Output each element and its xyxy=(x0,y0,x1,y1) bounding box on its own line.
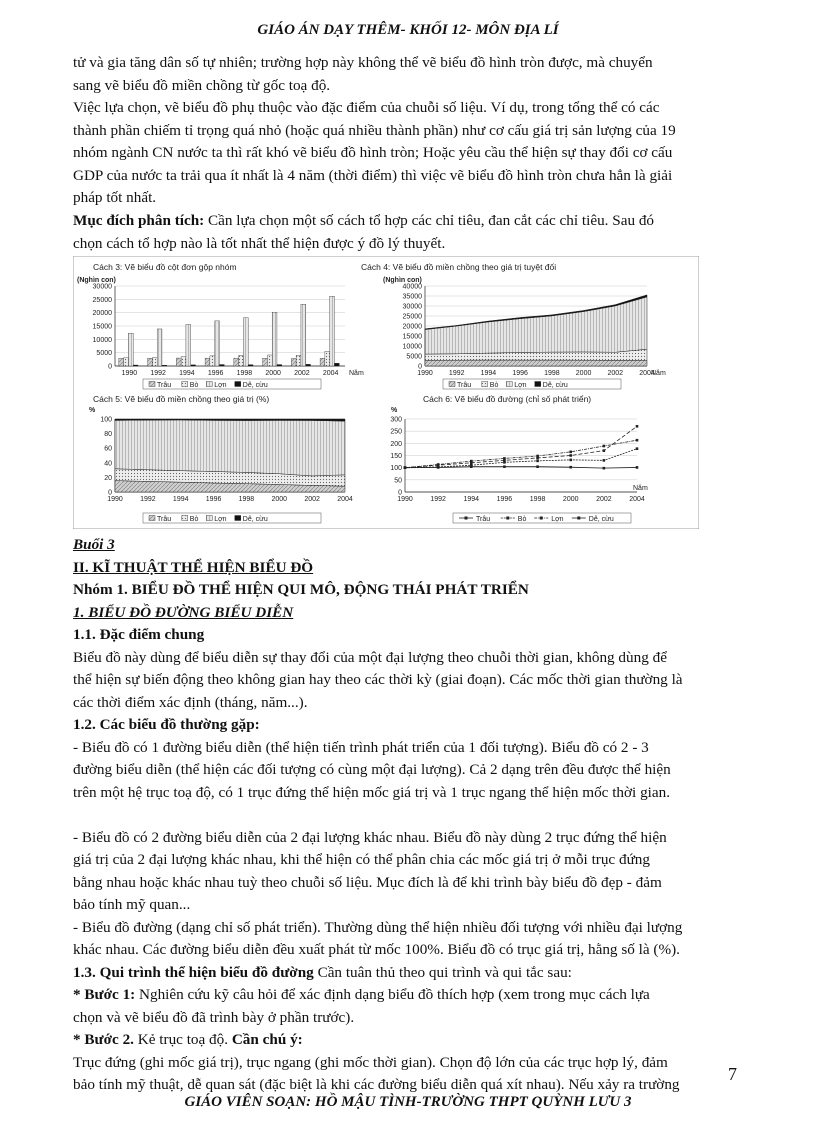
point-Bò xyxy=(636,447,639,450)
y-tick-label: 25000 xyxy=(402,313,422,321)
text-line: bảo tính mỹ thuật, dễ quan sát (đặc biệt là khi các đường biểu diễn quá xít nhau). Nếu xảy ra trường xyxy=(73,1076,680,1093)
x-tick-label: 1992 xyxy=(448,370,465,377)
y-tick-label: 5000 xyxy=(96,350,112,358)
point-Trâu xyxy=(536,465,539,468)
text-line: Biểu đồ này dùng để biểu diễn sự thay đổi của một đại lượng theo chuỗi thời gian, không dùng để xyxy=(73,648,667,666)
text-line: pháp tốt nhất. xyxy=(73,189,157,206)
subheading-1-1: 1.1. Đặc điểm chung xyxy=(73,626,205,643)
legend-swatch xyxy=(182,382,188,387)
bar-Trâu xyxy=(176,358,181,366)
bar-Lợn xyxy=(301,304,306,366)
bar-Lợn xyxy=(243,318,248,366)
legend-label: Trâu xyxy=(457,382,472,389)
y-tick-label: 15000 xyxy=(402,333,422,341)
x-tick-label: 1996 xyxy=(512,370,528,377)
text-line: các thời điểm xác định (tháng, năm...). xyxy=(73,693,308,711)
x-axis-label: Năm xyxy=(651,370,666,377)
note-label: Cần chú ý: xyxy=(231,1031,303,1048)
y-tick-label: 0 xyxy=(108,489,112,497)
text-span: Cần lựa chọn một số cách tổ hợp các chỉ tiêu, đan cắt các chỉ tiêu. Sau đó xyxy=(204,212,655,229)
x-tick-label: 1990 xyxy=(397,496,413,503)
y-tick-label: 10000 xyxy=(92,336,112,344)
chart-title: Cách 5: Vẽ biểu đồ miền chồng theo giá trị (%) xyxy=(93,394,270,404)
chart-title: Cách 6: Vẽ biểu đồ đường (chỉ số phát triển) xyxy=(423,394,592,404)
point-Lợn xyxy=(569,451,572,454)
bar-Dê, cừu xyxy=(248,365,253,366)
text-line: thành phần chiếm tỉ trọng quá nhỏ (hoặc quá nhiều thành phần) như cơ cấu giá trị sản lượng của 19 xyxy=(73,121,676,139)
section-block xyxy=(73,534,773,1097)
y-tick-label: 40000 xyxy=(402,283,422,291)
text-line: tử và gia tăng dân số tự nhiên; trường hợp này không thể vẽ biểu đồ hình tròn được, mà chuyển xyxy=(73,54,653,71)
text-line: GDP của nước ta trải qua ít nhất là 4 năm (thời điểm) thì việc vẽ biểu đồ hình tròn chưa hẳn là giải xyxy=(73,166,673,184)
x-tick-label: 1994 xyxy=(463,496,480,503)
x-tick-label: 1996 xyxy=(496,496,513,503)
legend-swatch xyxy=(449,382,455,387)
chart-figure xyxy=(73,256,699,529)
point-Dê, cừu xyxy=(603,449,606,452)
bar-Bò xyxy=(210,356,215,366)
x-tick-label: 2004 xyxy=(337,496,353,503)
legend-label: Trâu xyxy=(157,382,172,389)
y-tick-label: 50 xyxy=(394,477,402,485)
intro-paragraph-2 xyxy=(73,97,773,210)
bar-Bò xyxy=(152,357,157,366)
text-line: chọn cách tổ hợp nào là tốt nhất thể hiện được ý đồ lý thuyết. xyxy=(73,234,446,252)
y-tick-label: 0 xyxy=(108,363,112,371)
legend-swatch xyxy=(235,382,241,387)
text-line: bảo tính mỹ quan... xyxy=(73,896,191,913)
y-tick-label: 150 xyxy=(390,453,402,460)
bar-Lợn xyxy=(157,329,162,366)
y-axis-label: % xyxy=(391,407,398,414)
legend-label: Bò xyxy=(517,516,527,523)
text-line: nhóm ngành CN nước ta thì rất khó vẽ biểu đồ hình tròn; Hoặc yêu cầu thể hiện sự thay đổi cơ cấu xyxy=(73,144,673,161)
bar-Lợn xyxy=(186,324,191,366)
bar-Bò xyxy=(124,358,129,366)
x-axis-label: Năm xyxy=(349,370,364,377)
legend-label: Lợn xyxy=(514,382,527,389)
legend-marker xyxy=(506,517,509,520)
y-tick-label: 20000 xyxy=(402,323,422,331)
x-tick-label: 1994 xyxy=(179,370,195,377)
y-tick-label: 20000 xyxy=(92,310,112,318)
area-Lợn xyxy=(115,420,345,476)
legend-swatch xyxy=(206,382,212,387)
text-span: Cần tuân thủ theo qui trình và qui tắc sau: xyxy=(313,963,572,981)
y-tick-label: 10000 xyxy=(402,343,422,351)
bar-Dê, cừu xyxy=(219,365,224,366)
point-Trâu xyxy=(503,465,506,468)
legend-swatch xyxy=(482,382,488,387)
intro-paragraph-3 xyxy=(73,210,773,255)
bar-Dê, cừu xyxy=(306,364,311,366)
legend-label: Bò xyxy=(489,382,499,389)
legend-label: Trâu xyxy=(476,516,491,523)
subheading-1-2: 1.2. Các biểu đồ thường gặp: xyxy=(73,716,260,733)
x-tick-label: 1998 xyxy=(236,370,253,377)
text-span: Kẻ trục toạ độ. xyxy=(133,1031,232,1048)
x-tick-label: 1992 xyxy=(140,496,156,503)
point-Bò xyxy=(470,464,473,467)
point-Bò xyxy=(603,459,606,462)
bar-Trâu xyxy=(320,358,325,366)
text-line: bằng nhau hoặc khác nhau tuỳ theo chuỗi số liệu. Mục đích là để khi trình bày biểu đồ đẹp - đảm xyxy=(73,873,662,891)
point-Trâu xyxy=(569,466,572,469)
bar-Bò xyxy=(267,355,272,366)
area-Trâu xyxy=(425,360,647,366)
y-tick-label: 100 xyxy=(100,416,112,424)
point-Dê, cừu xyxy=(437,464,440,467)
bar-Dê, cừu xyxy=(277,365,282,366)
legend-label: Dê, cừu xyxy=(542,382,568,389)
bar-Lợn xyxy=(330,296,335,366)
step-2-label: * Bước 2. xyxy=(73,1031,134,1048)
y-tick-label: 100 xyxy=(390,465,402,473)
x-tick-label: 1990 xyxy=(107,496,123,503)
x-tick-label: 2002 xyxy=(607,370,624,377)
subsection-heading: 1. BIỂU ĐỒ ĐƯỜNG BIỂU DIỄN xyxy=(73,603,294,621)
x-tick-label: 1994 xyxy=(480,370,497,377)
y-tick-label: 30000 xyxy=(92,283,112,291)
point-Bò xyxy=(569,459,572,462)
text-line: giá trị của 2 đại lượng khác nhau, khi thể hiện có thể phân chia các mốc giá trị ở mỗi trục đứng xyxy=(73,851,650,868)
bar-Trâu xyxy=(148,358,153,366)
y-tick-label: 35000 xyxy=(402,293,422,301)
intro-paragraph-1 xyxy=(73,52,773,97)
text-line: Trục đứng (ghi mốc giá trị), trục ngang (ghi mốc thời gian). Chọn độ lớn của các trục hợp lý, đảm xyxy=(73,1053,668,1071)
section-heading: II. KĨ THUẬT THỂ HIỆN BIỂU ĐỒ xyxy=(73,558,314,576)
legend-label: Trâu xyxy=(157,516,172,523)
y-tick-label: 80 xyxy=(104,431,112,439)
bar-Bò xyxy=(239,355,244,366)
y-axis-label: % xyxy=(89,407,96,414)
point-Lợn xyxy=(636,439,639,442)
x-tick-label: 1996 xyxy=(207,370,224,377)
text-line: khác nhau. Các đường biểu diễn đều xuất phát từ mốc 100%. Biểu đồ có trục giá trị, hằng số là (%). xyxy=(73,941,680,958)
text-line: đường biểu diễn (thể hiện các đối tượng có cùng một đại lượng). Cả 2 dạng trên đều được thể hiện xyxy=(73,761,671,778)
y-tick-label: 30000 xyxy=(402,303,422,311)
legend-marker xyxy=(465,517,468,520)
text-line: sang vẽ biểu đồ miền chồng từ gốc toạ độ. xyxy=(73,76,331,94)
point-Trâu xyxy=(636,466,639,469)
subheading-1-3: 1.3. Qui trình thể hiện biểu đồ đường xyxy=(73,963,314,981)
y-tick-label: 40 xyxy=(104,460,112,468)
y-axis-label: (Nghìn con) xyxy=(77,277,116,284)
legend-marker xyxy=(577,517,580,520)
legend-label: Lợn xyxy=(214,382,227,389)
bar-Dê, cừu xyxy=(133,365,138,366)
x-tick-label: 2004 xyxy=(639,370,655,377)
y-tick-label: 200 xyxy=(390,440,402,448)
x-tick-label: 2004 xyxy=(629,496,645,503)
legend-label: Dê, cừu xyxy=(242,516,268,523)
y-tick-label: 300 xyxy=(390,416,402,424)
bar-Lợn xyxy=(215,321,220,366)
y-tick-label: 60 xyxy=(104,445,112,453)
text-line: trên một hệ trục toạ độ, có 1 trục đứng thể hiện mốc giá trị và 1 trục ngang thể hiện mốc thời gian. xyxy=(73,783,671,801)
x-tick-label: 1990 xyxy=(417,370,433,377)
x-tick-label: 1998 xyxy=(529,496,546,503)
y-tick-label: 15000 xyxy=(92,323,112,331)
point-Bò xyxy=(536,460,539,463)
bar-Bò xyxy=(296,355,301,366)
bar-Lợn xyxy=(128,333,133,366)
point-Dê, cừu xyxy=(569,454,572,457)
bar-Trâu xyxy=(119,358,124,366)
text-line: chọn và vẽ biểu đồ đã trình bày ở phần trước). xyxy=(73,1008,355,1026)
page-footer: GIÁO VIÊN SOẠN: HỒ MẬU TÌNH-TRƯỜNG THPT QUỲNH LƯU 3 xyxy=(184,1094,632,1110)
x-tick-label: 1994 xyxy=(172,496,189,503)
bar-Dê, cừu xyxy=(162,365,167,366)
legend-label: Dê, cừu xyxy=(242,382,268,389)
x-tick-label: 2000 xyxy=(265,370,281,377)
group-heading: Nhóm 1. BIỂU ĐỒ THỂ HIỆN QUI MÔ, ĐỘNG THÁI PHÁT TRIỂN xyxy=(73,581,529,598)
bar-Dê, cừu xyxy=(334,363,339,366)
y-tick-label: 0 xyxy=(398,489,402,497)
legend-label: Bò xyxy=(189,382,199,389)
legend-swatch xyxy=(235,516,241,521)
point-Lợn xyxy=(603,445,606,448)
y-tick-label: 20 xyxy=(104,474,112,482)
x-tick-label: 2004 xyxy=(322,370,339,377)
y-tick-label: 25000 xyxy=(92,296,112,304)
page-number: 7 xyxy=(728,1064,737,1084)
bar-Trâu xyxy=(234,358,239,366)
text-line: - Biểu đồ có 2 đường biểu diễn của 2 đại lượng khác nhau. Biểu đồ này dùng 2 trục đứng thể hiện xyxy=(73,828,667,846)
y-tick-label: 5000 xyxy=(406,353,422,361)
point-Dê, cừu xyxy=(636,425,639,428)
legend-label: Dê, cừu xyxy=(588,516,614,523)
x-tick-label: 2002 xyxy=(304,496,320,503)
x-tick-label: 2002 xyxy=(596,496,612,503)
legend-swatch xyxy=(206,516,212,521)
x-axis-label: Năm xyxy=(633,485,648,492)
y-tick-label: 250 xyxy=(390,428,402,436)
legend-marker xyxy=(540,517,543,520)
analysis-label: Mục đích phân tích: xyxy=(73,212,205,229)
x-tick-label: 1990 xyxy=(121,370,138,377)
bar-Lợn xyxy=(272,312,277,366)
bar-Dê, cừu xyxy=(191,365,196,366)
y-axis-label: (Nghìn con) xyxy=(383,277,422,284)
x-tick-label: 2000 xyxy=(271,496,288,503)
x-tick-label: 2000 xyxy=(562,496,579,503)
x-tick-label: 1992 xyxy=(150,370,166,377)
text-line: Việc lựa chọn, vẽ biểu đồ phụ thuộc vào đặc điểm của chuỗi số liệu. Ví dụ, trong tổng thể có các xyxy=(73,99,660,116)
y-tick-label: 0 xyxy=(418,363,422,371)
bar-Trâu xyxy=(291,359,296,366)
legend-label: Lợn xyxy=(551,516,564,523)
bar-Bò xyxy=(325,351,330,366)
x-tick-label: 1992 xyxy=(430,496,446,503)
legend-swatch xyxy=(535,382,541,387)
x-tick-label: 2000 xyxy=(575,370,592,377)
session-title: Buổi 3 xyxy=(73,536,115,553)
text-line: thể hiện sự biến động theo không gian hay theo các thời kỳ (giai đoạn). Các mốc thời gian thường là xyxy=(73,671,683,688)
bar-Trâu xyxy=(263,358,268,366)
point-Trâu xyxy=(603,467,606,470)
point-Dê, cừu xyxy=(404,466,407,469)
chart-title: Cách 4: Vẽ biểu đồ miền chồng theo giá trị tuyệt đối xyxy=(361,262,557,272)
text-span: Nghiên cứu kỹ câu hỏi để xác định dạng biểu đồ thích hợp (xem trong mục cách lựa xyxy=(135,986,650,1003)
point-Dê, cừu xyxy=(503,459,506,462)
legend-swatch xyxy=(506,382,512,387)
point-Dê, cừu xyxy=(470,462,473,465)
legend-swatch xyxy=(149,516,155,521)
legend-label: Bò xyxy=(189,516,199,523)
x-tick-label: 1996 xyxy=(205,496,222,503)
point-Dê, cừu xyxy=(536,457,539,460)
text-line: - Biểu đồ đường (dạng chỉ số phát triển). Thường dùng thể hiện nhiều đối tượng với nhiều đại lượng xyxy=(73,918,683,936)
text-line: - Biểu đồ có 1 đường biểu diễn (thể hiện tiến trình phát triển của 1 đối tượng). Biểu đồ có 2 - 3 xyxy=(73,738,649,756)
x-tick-label: 1998 xyxy=(544,370,560,377)
x-tick-label: 1998 xyxy=(238,496,255,503)
chart-title: Cách 3: Vẽ biểu đồ cột đơn gộp nhóm xyxy=(93,262,237,272)
legend-swatch xyxy=(182,516,188,521)
bar-Trâu xyxy=(205,358,210,366)
step-1-label: * Bước 1: xyxy=(73,986,136,1003)
legend-swatch xyxy=(149,382,155,387)
page-header: GIÁO ÁN DẠY THÊM- KHỐI 12- MÔN ĐỊA LÍ xyxy=(257,22,559,38)
bar-Bò xyxy=(181,357,186,366)
legend-label: Lợn xyxy=(214,516,227,523)
x-tick-label: 2002 xyxy=(294,370,310,377)
